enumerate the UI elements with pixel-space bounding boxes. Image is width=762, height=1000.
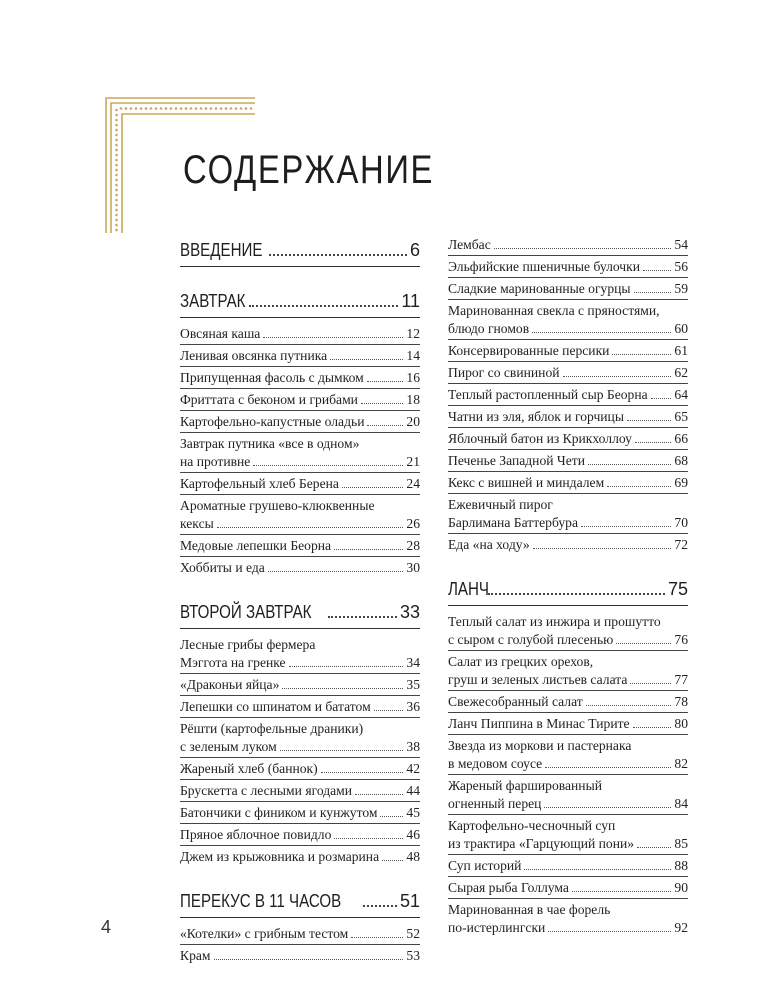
dot-leader (342, 487, 403, 488)
section-page-number: 33 (399, 602, 420, 622)
ornament-dot (115, 189, 118, 192)
dot-leader (524, 869, 671, 870)
dot-leader (289, 666, 404, 667)
toc-section-heading[interactable] (180, 234, 420, 267)
entry-title: Пряное яблочное повидло (180, 826, 332, 842)
entry-title: Овсяная каша (180, 325, 261, 341)
entry-title-line: огненный перец (448, 795, 542, 811)
toc-section-heading[interactable] (180, 596, 420, 629)
entry-title-block (180, 636, 420, 672)
entry-page-number: 38 (406, 738, 420, 754)
entry-page-number: 54 (674, 236, 688, 252)
ornament-dot (115, 164, 118, 167)
entry-title-line-wrap (448, 795, 688, 813)
entry-title-block (180, 720, 420, 756)
ornament-dot (195, 107, 198, 110)
ornament-dot (175, 107, 178, 110)
dot-leader (363, 905, 397, 907)
dot-leader (637, 847, 671, 848)
entry-title-block (448, 901, 688, 937)
entry-title-line: Рёшти (картофельные драники) (180, 720, 364, 736)
entry-title: Сладкие маринованные огурцы (448, 280, 631, 296)
dot-leader (607, 486, 671, 487)
entry-title-line-wrap (180, 453, 420, 471)
ornament-dot (115, 199, 118, 202)
dot-leader (214, 959, 404, 960)
ornament-dot (240, 107, 243, 110)
entry-title-line: блюдо гномов (448, 320, 530, 336)
dot-leader (334, 838, 403, 839)
entry-title: Теплый растопленный сыр Беорна (448, 386, 648, 402)
entry-page-number: 14 (406, 347, 420, 363)
ornament-dot (115, 124, 118, 127)
dot-leader (253, 465, 403, 466)
entry-page-number: 88 (674, 857, 688, 873)
ornament-dot (230, 107, 233, 110)
entry-title-line-wrap (448, 755, 688, 773)
dot-leader (630, 683, 671, 684)
entry-page-number: 62 (674, 364, 688, 380)
entry-page-number: 30 (406, 559, 420, 575)
dot-leader (367, 425, 403, 426)
entry-title: Лембас (448, 236, 491, 252)
page-title: СОДЕРЖАНИЕ (183, 148, 435, 192)
entry-title-line: из трактира «Гарцующий пони» (448, 835, 635, 851)
entry-page-number: 16 (406, 369, 420, 385)
dot-leader (321, 772, 404, 773)
dot-leader (572, 891, 671, 892)
toc-entry[interactable] (448, 876, 688, 898)
toc-entry[interactable] (448, 339, 688, 361)
entry-page-number: 56 (674, 258, 688, 274)
entry-title-line-wrap (180, 515, 420, 533)
toc-section-heading[interactable] (180, 885, 420, 918)
entry-page-number: 18 (406, 391, 420, 407)
toc-entry[interactable] (448, 255, 688, 277)
ornament-dot (115, 134, 118, 137)
entry-page-number: 36 (406, 698, 420, 714)
dot-leader (634, 292, 672, 293)
ornament-dot (185, 107, 188, 110)
entry-page-number: 26 (406, 515, 420, 531)
entry-title-line-wrap (448, 671, 688, 689)
section-title: ЛАНЧ (448, 579, 490, 599)
entry-page-number: 66 (674, 430, 688, 446)
toc-entry[interactable] (448, 471, 688, 493)
dot-leader (380, 816, 403, 817)
entry-title-line: Теплый салат из инжира и прошутто (448, 613, 661, 629)
entry-title-line: Салат из грецких орехов, (448, 653, 594, 669)
toc-entry[interactable] (448, 774, 688, 814)
entry-title-line: Картофельно-чесночный суп (448, 817, 616, 833)
ornament-dot (115, 169, 118, 172)
entry-title-block (180, 435, 420, 471)
toc-entry[interactable] (180, 432, 420, 472)
entry-title-line-wrap (448, 835, 688, 853)
entry-page-number: 52 (406, 925, 420, 941)
toc-entry[interactable] (180, 366, 420, 388)
toc-entry[interactable] (448, 449, 688, 471)
ornament-dot (150, 107, 153, 110)
dot-leader (651, 398, 672, 399)
section-page-number: 75 (667, 579, 688, 599)
toc-entry[interactable] (448, 712, 688, 734)
toc-entry[interactable] (448, 611, 688, 650)
entry-title: Свежесобранный салат (448, 693, 583, 709)
entry-title: Припущенная фасоль с дымком (180, 369, 364, 385)
entry-title: Ленивая овсянка путника (180, 347, 328, 363)
entry-title: Эльфийские пшеничные булочки (448, 258, 641, 274)
ornament-dot (200, 107, 203, 110)
entry-title-line: Завтрак путника «все в одном» (180, 435, 360, 451)
entry-title-block (448, 817, 688, 853)
entry-title-line: с сыром с голубой плесенью (448, 631, 614, 647)
dot-leader (334, 549, 403, 550)
entry-title-line: Жареный фаршированный (448, 777, 602, 793)
toc-entry[interactable] (448, 427, 688, 449)
entry-title-line: Ежевичный пирог (448, 496, 553, 512)
ornament-dot (130, 107, 133, 110)
entry-title-line-wrap (448, 631, 688, 649)
toc-entry[interactable] (180, 923, 420, 944)
ornament-dot (205, 107, 208, 110)
dot-leader (588, 464, 671, 465)
toc-entry[interactable] (448, 854, 688, 876)
ornament-dot (190, 107, 193, 110)
dot-leader (263, 337, 403, 338)
entry-page-number: 34 (406, 654, 420, 670)
entry-title: Батончики с фиником и кунжутом (180, 804, 378, 820)
page-number: 4 (101, 917, 112, 937)
entry-page-number: 59 (674, 280, 688, 296)
entry-page-number: 46 (406, 826, 420, 842)
toc-entry[interactable] (180, 388, 420, 410)
section-title: ВТОРОЙ ЗАВТРАК (180, 602, 312, 622)
dot-leader (217, 527, 404, 528)
ornament-dot (235, 107, 238, 110)
entry-page-number: 85 (674, 835, 688, 851)
entry-page-number: 61 (674, 342, 688, 358)
entry-page-number: 84 (674, 795, 688, 811)
toc-entry[interactable] (180, 845, 420, 867)
entry-page-number: 65 (674, 408, 688, 424)
ornament-dot (115, 219, 118, 222)
entry-title-line: Маринованная свекла с пряностями, (448, 302, 660, 318)
entry-title-line: Маринованная в чае форель (448, 901, 611, 917)
ornament-dot (170, 107, 173, 110)
entry-title: Печенье Западной Чети (448, 452, 586, 468)
entry-title: «Драконьи яйца» (180, 676, 280, 692)
entry-page-number: 69 (674, 474, 688, 490)
entry-title: Ланч Пиппина в Минас Тирите (448, 715, 630, 731)
toc-entry[interactable] (448, 734, 688, 774)
entry-title: Медовые лепешки Беорна (180, 537, 332, 553)
toc-entry[interactable] (448, 493, 688, 533)
dot-leader (533, 548, 672, 549)
ornament-dot (115, 224, 118, 227)
entry-page-number: 48 (406, 848, 420, 864)
toc-entry[interactable] (180, 344, 420, 366)
ornament-dot (115, 229, 118, 232)
ornament-dot (115, 139, 118, 142)
entry-title-line: в медовом соусе (448, 755, 543, 771)
entry-title: Еда «на ходу» (448, 536, 530, 552)
dot-leader (280, 750, 404, 751)
entry-title: Консервированные персики (448, 342, 610, 358)
entry-page-number: 44 (406, 782, 420, 798)
ornament-dot (115, 184, 118, 187)
entry-title-line-wrap (448, 919, 688, 937)
entry-title: Джем из крыжовника и розмарина (180, 848, 380, 864)
entry-page-number: 82 (674, 755, 688, 771)
dot-leader (374, 710, 404, 711)
entry-page-number: 45 (406, 804, 420, 820)
entry-page-number: 77 (674, 671, 688, 687)
toc-entry[interactable] (448, 361, 688, 383)
toc-entry[interactable] (180, 717, 420, 757)
entry-title-line: Ароматные грушево-клюквенные (180, 497, 375, 513)
section-title: ВВЕДЕНИЕ (180, 240, 263, 260)
entry-page-number: 24 (406, 475, 420, 491)
ornament-dot (115, 149, 118, 152)
entry-title: Картофельно-капустные оладьи (180, 413, 365, 429)
dot-leader (545, 767, 671, 768)
entry-page-number: 76 (674, 631, 688, 647)
dot-leader (627, 420, 671, 421)
entry-title-block (448, 496, 688, 532)
dot-leader (563, 376, 672, 377)
entry-page-number: 60 (674, 320, 688, 336)
entry-page-number: 64 (674, 386, 688, 402)
toc-entry[interactable] (180, 634, 420, 673)
entry-title-line: Лесные грибы фермера (180, 636, 316, 652)
entry-page-number: 20 (406, 413, 420, 429)
ornament-dot (210, 107, 213, 110)
ornament-dot (155, 107, 158, 110)
entry-page-number: 70 (674, 514, 688, 530)
toc-entry[interactable] (180, 534, 420, 556)
ornament-dot (115, 214, 118, 217)
ornament-dot (115, 174, 118, 177)
ornament-dot (115, 204, 118, 207)
ornament-dot (115, 129, 118, 132)
toc-entry[interactable] (448, 299, 688, 339)
entry-title: Чатни из эля, яблок и горчицы (448, 408, 624, 424)
entry-title-line: с зеленым луком (180, 738, 277, 754)
entry-title: Брускетта с лесными ягодами (180, 782, 353, 798)
ornament-dot (115, 154, 118, 157)
ornament-dot (250, 107, 253, 110)
entry-page-number: 92 (674, 919, 688, 935)
dot-leader (548, 931, 671, 932)
toc-entry[interactable] (180, 823, 420, 845)
toc-entry[interactable] (180, 695, 420, 717)
toc-entry[interactable] (448, 690, 688, 712)
entry-title: Лепешки со шпинатом и бататом (180, 698, 371, 714)
entry-page-number: 21 (406, 453, 420, 469)
dot-leader (494, 248, 672, 249)
entry-title-line: на противне (180, 453, 251, 469)
entry-title-line: Звезда из моркови и пастернака (448, 737, 632, 753)
entry-title: Кекс с вишней и миндалем (448, 474, 605, 490)
toc-entry[interactable] (180, 494, 420, 534)
entry-title-block (448, 737, 688, 773)
ornament-dot (220, 107, 223, 110)
entry-title-line: Барлимана Баттербура (448, 514, 578, 530)
dot-leader (330, 359, 403, 360)
toc-entry[interactable] (448, 650, 688, 690)
toc-entry[interactable] (180, 801, 420, 823)
toc-section-heading[interactable] (180, 285, 420, 318)
entry-title: Крам (180, 947, 211, 963)
dot-leader (633, 727, 672, 728)
dot-leader (612, 354, 671, 355)
toc-entry[interactable] (448, 533, 688, 555)
entry-page-number: 35 (406, 676, 420, 692)
ornament-dot (125, 107, 128, 110)
ornament-dot (165, 107, 168, 110)
entry-title-line: кексы (180, 515, 214, 531)
toc-entry[interactable] (180, 472, 420, 494)
dot-leader (544, 807, 671, 808)
dot-leader (282, 688, 403, 689)
dot-leader (382, 860, 403, 861)
toc-entry[interactable] (180, 323, 420, 344)
ornament-dot (215, 107, 218, 110)
ornament-dot (145, 107, 148, 110)
dot-leader (532, 332, 671, 333)
entry-title-block (180, 497, 420, 533)
ornament-dot (115, 119, 118, 122)
toc-entry[interactable] (180, 410, 420, 432)
entry-page-number: 72 (674, 536, 688, 552)
entry-title-line: груш и зеленых листьев салата (448, 671, 628, 687)
toc-entry[interactable] (448, 234, 688, 255)
entry-title-line-wrap (180, 738, 420, 756)
entry-page-number: 12 (406, 325, 420, 341)
section-page-number: 11 (401, 291, 420, 311)
section-page-number: 6 (409, 240, 420, 260)
ornament-dot (115, 179, 118, 182)
entry-title: Хоббиты и еда (180, 559, 265, 575)
dot-leader (249, 305, 398, 307)
ornament-dot (115, 109, 118, 112)
entry-title: Сырая рыба Голлума (448, 879, 569, 895)
toc-section-heading[interactable] (448, 573, 688, 606)
entry-title-line-wrap (448, 320, 688, 338)
entry-title: Яблочный батон из Крикхоллоу (448, 430, 632, 446)
entry-title-block (448, 653, 688, 689)
ornament-dot (115, 114, 118, 117)
toc-entry[interactable] (448, 383, 688, 405)
ornament-dot (160, 107, 163, 110)
ornament-dot (245, 107, 248, 110)
entry-title-line-wrap (180, 654, 420, 672)
entry-title: Фриттата с беконом и грибами (180, 391, 358, 407)
dot-leader (643, 270, 671, 271)
entry-page-number: 42 (406, 760, 420, 776)
entry-title-block (448, 302, 688, 338)
dot-leader (586, 705, 672, 706)
dot-leader (616, 643, 671, 644)
entry-page-number: 28 (406, 537, 420, 553)
dot-leader (367, 381, 404, 382)
toc-entry[interactable] (180, 556, 420, 578)
section-title: ЗАВТРАК (180, 291, 246, 311)
ornament-dot (180, 107, 183, 110)
entry-title-line: Мэггота на гренке (180, 654, 286, 670)
entry-title-block (448, 613, 688, 649)
toc-entry[interactable] (180, 944, 420, 966)
toc-entry[interactable] (448, 898, 688, 938)
dot-leader (268, 571, 404, 572)
dot-leader (269, 254, 407, 256)
toc-entry[interactable] (180, 673, 420, 695)
entry-title: Суп историй (448, 857, 522, 873)
ornament-dot (115, 159, 118, 162)
ornament-dot (115, 144, 118, 147)
dot-leader (635, 442, 671, 443)
entry-title-line-wrap (448, 514, 688, 532)
toc-column-left (180, 234, 420, 966)
dot-leader (581, 526, 671, 527)
toc-column-right (448, 234, 688, 938)
ornament-dot (140, 107, 143, 110)
toc-entry[interactable] (448, 814, 688, 854)
dot-leader (355, 794, 403, 795)
ornament-dot (115, 194, 118, 197)
dot-leader (328, 616, 397, 618)
toc-entry[interactable] (180, 757, 420, 779)
entry-title-line: по-истерлингски (448, 919, 546, 935)
ornament-dot (225, 107, 228, 110)
toc-entry[interactable] (448, 277, 688, 299)
entry-title: «Котелки» с грибным тестом (180, 925, 349, 941)
ornament-dot (135, 107, 138, 110)
toc-entry[interactable] (448, 405, 688, 427)
entry-page-number: 78 (674, 693, 688, 709)
entry-title: Картофельный хлеб Берена (180, 475, 339, 491)
section-page-number: 51 (399, 891, 420, 911)
entry-page-number: 53 (406, 947, 420, 963)
entry-page-number: 68 (674, 452, 688, 468)
entry-title-block (448, 777, 688, 813)
ornament-dot (120, 107, 123, 110)
section-title: ПЕРЕКУС В 11 ЧАСОВ (180, 891, 342, 911)
toc-entry[interactable] (180, 779, 420, 801)
entry-page-number: 90 (674, 879, 688, 895)
entry-page-number: 80 (674, 715, 688, 731)
dot-leader (488, 593, 665, 595)
dot-leader (361, 403, 403, 404)
entry-title: Жареный хлеб (баннок) (180, 760, 318, 776)
ornament-dot (115, 209, 118, 212)
entry-title: Пирог со свининой (448, 364, 560, 380)
dot-leader (351, 937, 403, 938)
